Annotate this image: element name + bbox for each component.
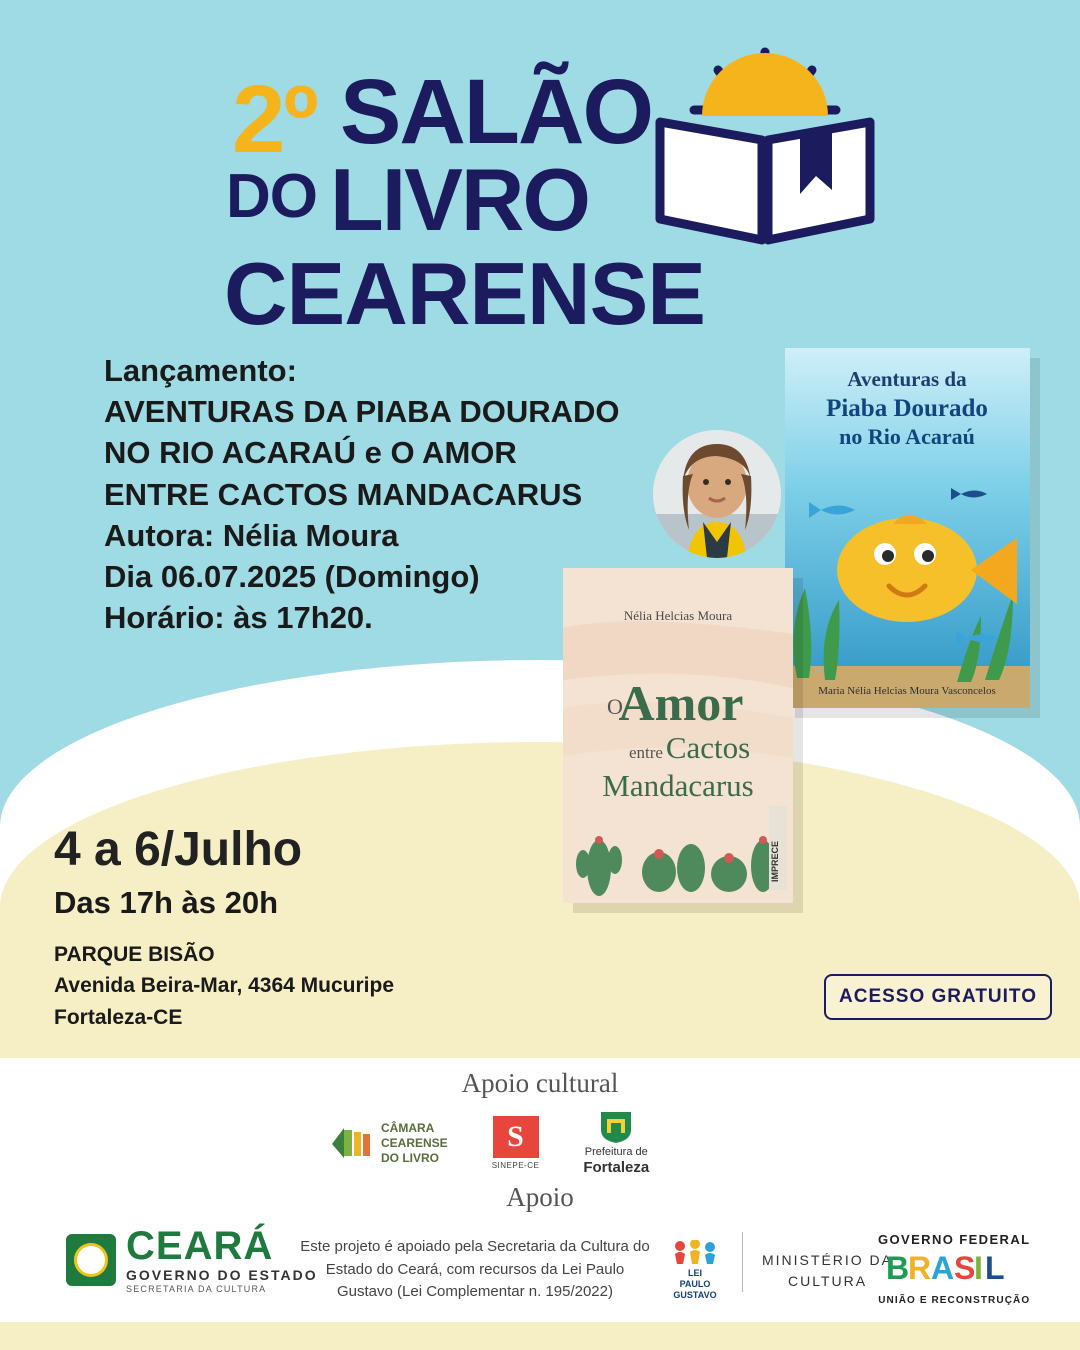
svg-text:entre: entre bbox=[629, 743, 663, 762]
ceara-wordmark bbox=[126, 1226, 318, 1294]
logo-word-salao: SALÃO bbox=[340, 61, 652, 163]
ministerio-da-cultura-logo bbox=[762, 1250, 893, 1292]
launch-title-line1: AVENTURAS DA PIABA DOURADO bbox=[104, 394, 620, 430]
sinepe-ce-logo bbox=[492, 1116, 540, 1170]
status-badge-free-access: ACESSO GRATUITO bbox=[824, 974, 1052, 1020]
svg-text:A: A bbox=[931, 1250, 954, 1286]
apoio-description: Este projeto é apoiado pela Secretaria da Cultura do Estado do Ceará, com recursos da Lei Paulo Gustavo (Lei Complementar n. 195/2022) bbox=[300, 1238, 650, 1300]
sinepe-mark: S bbox=[493, 1116, 539, 1158]
author-portrait bbox=[653, 430, 781, 558]
event-dates: 4 a 6/Julho bbox=[54, 823, 303, 876]
event-hours: Das 17h às 20h bbox=[54, 884, 279, 920]
launch-lead: Lançamento: bbox=[104, 353, 297, 388]
svg-text:S: S bbox=[954, 1250, 975, 1286]
svg-text:no Rio Acaraú: no Rio Acaraú bbox=[839, 424, 975, 449]
book-cover-amor-cactos bbox=[563, 568, 793, 903]
sponsors-apoio-title: Apoio bbox=[506, 1182, 574, 1212]
sponsor-divider bbox=[742, 1232, 743, 1292]
svg-text:R: R bbox=[908, 1250, 931, 1286]
logo-word-do: DO bbox=[226, 162, 317, 231]
launch-time: Horário: às 17h20. bbox=[104, 600, 373, 636]
venue-address: Avenida Beira-Mar, 4364 Mucuripe bbox=[54, 974, 395, 998]
lei-paulo-gustavo-logo bbox=[672, 1240, 718, 1300]
svg-text:IMPRECE: IMPRECE bbox=[770, 840, 780, 882]
logo-word-cearense: CEARENSE bbox=[224, 244, 705, 343]
svg-text:Amor: Amor bbox=[618, 675, 744, 731]
minc-line1: MINISTÉRIO DA bbox=[762, 1252, 894, 1268]
logo-edition-number: 2º bbox=[232, 66, 317, 173]
venue-city: Fortaleza-CE bbox=[54, 1005, 183, 1029]
camara-label: CÂMARA CEARENSE DO LIVRO bbox=[381, 1120, 448, 1165]
prefeitura-fortaleza-logo bbox=[583, 1110, 649, 1176]
launch-title-line2: NO RIO ACARAÚ e O AMOR bbox=[104, 435, 517, 471]
governo-federal-logo bbox=[878, 1232, 1030, 1306]
governo-ceara-logo bbox=[66, 1226, 318, 1294]
venue-name: PARQUE BISÃO bbox=[54, 942, 215, 966]
svg-text:Maria Nélia Helcias Moura Vasc: Maria Nélia Helcias Moura Vasconcelos bbox=[818, 685, 996, 697]
gov-federal-brasil bbox=[878, 1249, 1030, 1293]
launch-title-line3: ENTRE CACTOS MANDACARUS bbox=[104, 476, 583, 512]
sinepe-label: SINEPE-CE bbox=[491, 1161, 540, 1170]
prefeitura-shield-icon bbox=[597, 1110, 635, 1144]
logo-word-livro: LIVRO bbox=[330, 150, 589, 249]
lpg-label: LEI PAULO GUSTAVO bbox=[673, 1268, 717, 1300]
svg-text:Nélia Helcias Moura: Nélia Helcias Moura bbox=[623, 608, 733, 623]
minc-line2: CULTURA bbox=[787, 1273, 868, 1289]
camara-leaf-icon bbox=[330, 1124, 372, 1162]
launch-date: Dia 06.07.2025 (Domingo) bbox=[104, 559, 480, 595]
sponsors-cultural-title: Apoio cultural bbox=[461, 1068, 619, 1098]
sponsors-cultural-row bbox=[330, 1110, 760, 1176]
event-logo bbox=[0, 24, 1080, 343]
ceara-name: CEARÁ bbox=[126, 1224, 274, 1268]
svg-text:L: L bbox=[985, 1250, 1004, 1286]
open-book-sun-icon bbox=[650, 44, 880, 254]
svg-text:Piaba Dourado: Piaba Dourado bbox=[826, 395, 988, 422]
lpg-people-icon bbox=[672, 1240, 718, 1266]
event-details bbox=[54, 824, 394, 1033]
svg-text:Mandacarus: Mandacarus bbox=[602, 768, 754, 803]
ceara-gov-label: GOVERNO DO ESTADO bbox=[126, 1267, 318, 1283]
book-cover-piaba-dourado bbox=[785, 348, 1030, 708]
ceara-secretaria-label: SECRETARIA DA CULTURA bbox=[126, 1284, 267, 1294]
launch-author: Autora: Nélia Moura bbox=[104, 517, 399, 553]
background-footer-strip bbox=[0, 1322, 1080, 1350]
gov-federal-top: GOVERNO FEDERAL bbox=[878, 1232, 1031, 1247]
svg-text:Aventuras da: Aventuras da bbox=[847, 367, 967, 391]
event-venue bbox=[54, 939, 394, 1034]
ceara-emblem-icon bbox=[66, 1234, 116, 1286]
camara-cearense-do-livro-logo bbox=[330, 1121, 448, 1166]
svg-text:O: O bbox=[607, 694, 623, 719]
gov-federal-bottom: UNIÃO E RECONSTRUÇÃO bbox=[878, 1295, 1031, 1306]
svg-text:I: I bbox=[974, 1250, 983, 1286]
sponsors-apoio-row bbox=[0, 1218, 1080, 1310]
prefeitura-label: Prefeitura de Fortaleza bbox=[583, 1146, 650, 1176]
svg-text:B: B bbox=[886, 1250, 909, 1286]
svg-text:Cactos: Cactos bbox=[665, 730, 751, 765]
